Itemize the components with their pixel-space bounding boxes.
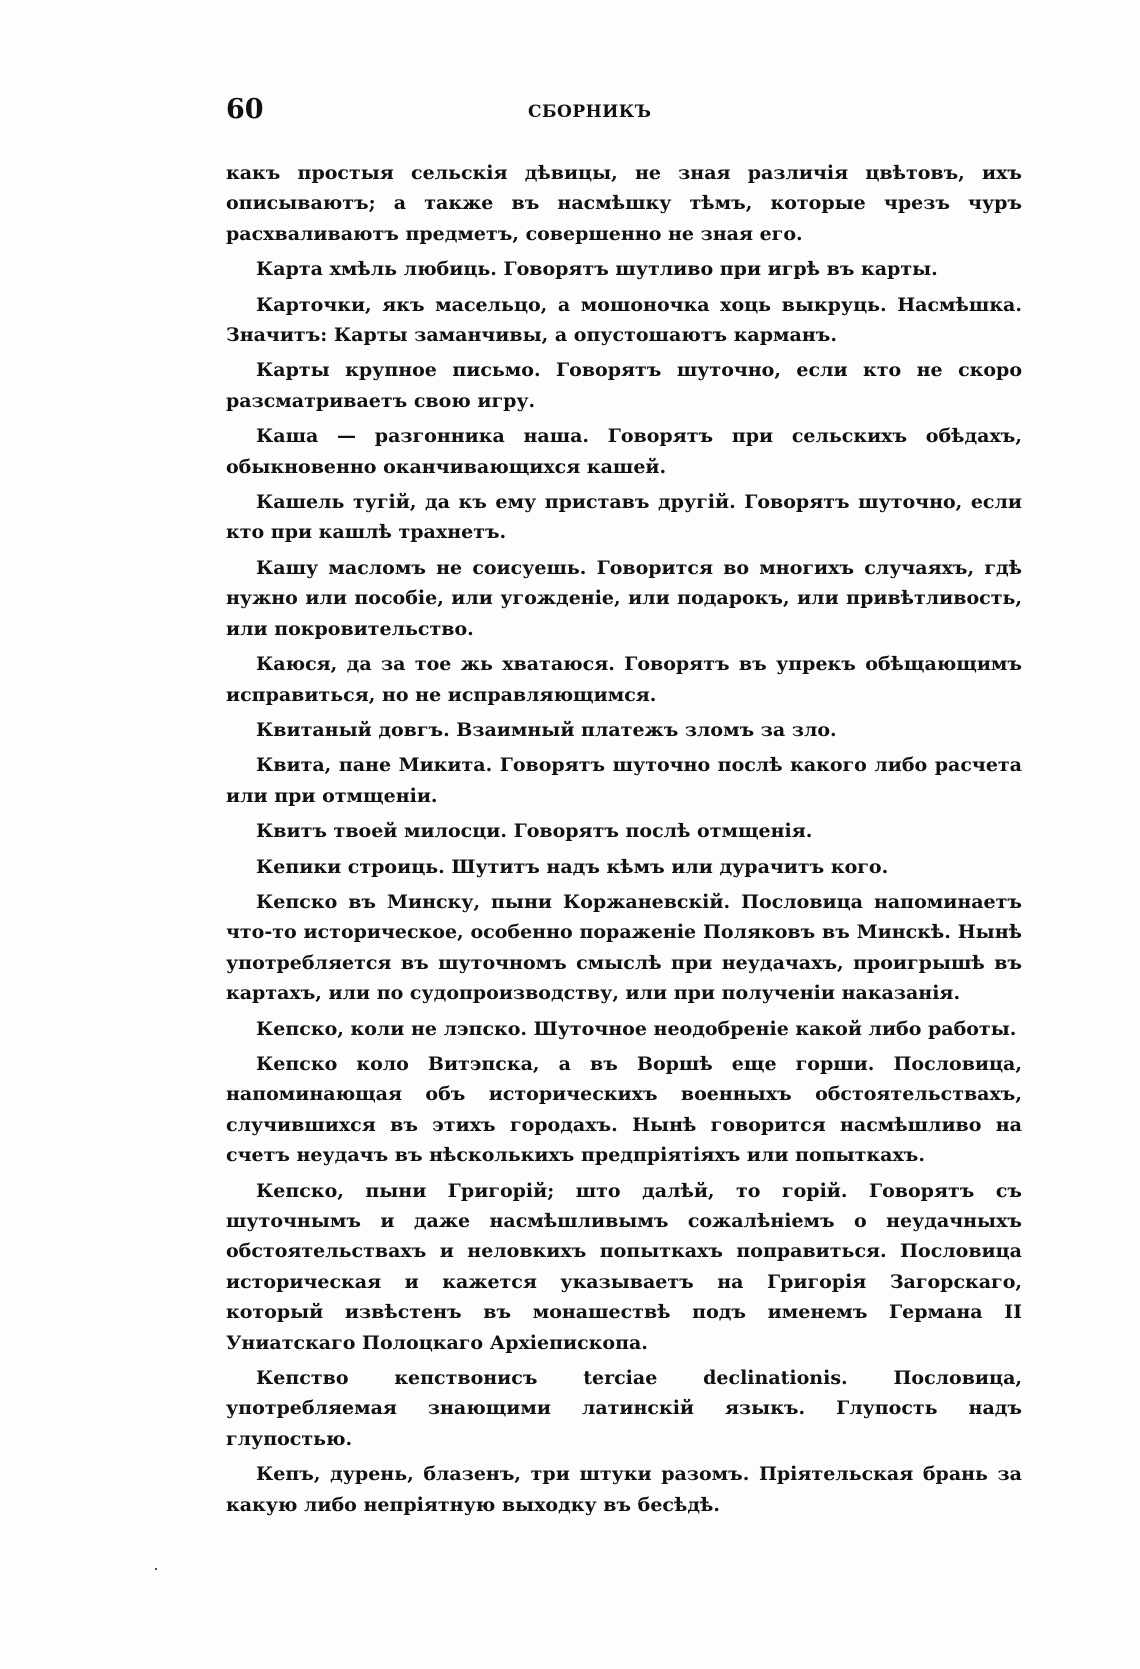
proverb-entry: Кепики строиць. Шутитъ надъ кѣмъ или дурачитъ кого. [256,855,889,878]
proverb-entry: Каюся, да за тое жь хватаюся. Говорятъ въ упрекъ обѣщающимъ исправиться, но не исправляющимся. [226,653,1022,706]
page-header [226,94,1036,134]
proverb-entry: Кепство кепствонисъ terciae declinationis. Пословица, употребляемая знающими латинскій языкъ. Глупость надъ глупостью. [226,1367,1022,1450]
proverb-entry: Карты крупное письмо. Говорятъ шуточно, если кто не скоро разсматриваетъ свою игру. [226,359,1022,412]
proverb-entry: Квита, пане Микита. Говорятъ шуточно послѣ какого либо расчета или при отмщеніи. [226,754,1022,807]
scan-speck [155,1568,157,1570]
proverb-entry: Кепъ, дурень, блазенъ, три штуки разомъ. Пріятельская брань за какую либо непріятную выходку въ бесѣдѣ. [226,1463,1022,1516]
proverb-entry: Кашу масломъ не соисуешь. Говорится во многихъ случаяхъ, гдѣ нужно или пособіе, или угожденіе, или подарокъ, или привѣтливость, или покровительство. [226,556,1022,640]
page-body [226,158,1022,1525]
proverb-entry: Каша — разгонника наша. Говорятъ при сельскихъ обѣдахъ, обыкновенно оканчивающихся кашей. [226,425,1022,478]
page-number: 60 [226,94,264,125]
paragraph-continuation: какъ простыя сельскія дѣвицы, не зная различія цвѣтовъ, ихъ описываютъ; а также въ насмѣшку тѣмъ, которые чрезъ чуръ расхваливаютъ предметъ, совершенно не зная его. [226,162,1022,245]
proverb-entry: Кепско, коли не лэпско. Шуточное неодобреніе какой либо работы. [256,1017,1017,1040]
proverb-entry: Квитаный довгъ. Взаимный платежъ зломъ за зло. [256,718,837,741]
proverb-entry: Карточки, якъ масельцо, а мошоночка хоць выкруць. Насмѣшка. Значитъ: Карты заманчивы, а опустошаютъ карманъ. [226,293,1022,347]
proverb-entry: Кепско въ Минску, пыни Коржаневскій. Пословица напоминаетъ что-то историческое, особенно пораженіе Поляковъ въ Минскѣ. Нынѣ употребляется въ шуточномъ смыслѣ при неудачахъ, проигрышѣ въ картахъ, или по судопроизводству, или при полученіи наказанія. [226,890,1022,1005]
proverb-entry: Квитъ твоей милосци. Говорятъ послѣ отмщенія. [256,820,813,843]
proverb-entry: Карта хмѣль любиць. Говорятъ шутливо при игрѣ въ карты. [256,258,938,281]
proverb-entry: Кепско коло Витэпска, а въ Воршѣ еще горши. Пословица, напоминающая объ историческихъ военныхъ обстоятельствахъ, случившихся въ этихъ городахъ. Нынѣ говорится насмѣшливо на счетъ неудачъ въ нѣсколькихъ предпріятіяхъ или попыткахъ. [226,1052,1022,1167]
proverb-entry: Кепско, пыни Григорій; што далѣй, то горій. Говорятъ съ шуточнымъ и даже насмѣшливымъ сожалѣніемъ о неудачныхъ обстоятельствахъ и неловкихъ попыткахъ поправиться. Пословица историческая и кажется указываетъ на Григорія Загорскаго, который извѣстенъ въ монашествѣ подъ именемъ Германа II Униатскаго Полоцкаго Архіепископа. [226,1179,1022,1354]
running-title: СБОРНИКЪ [528,102,652,122]
proverb-entry: Кашель тугій, да къ ему приставъ другій. Говорятъ шуточно, если кто при кашлѣ трахнетъ. [226,491,1022,544]
